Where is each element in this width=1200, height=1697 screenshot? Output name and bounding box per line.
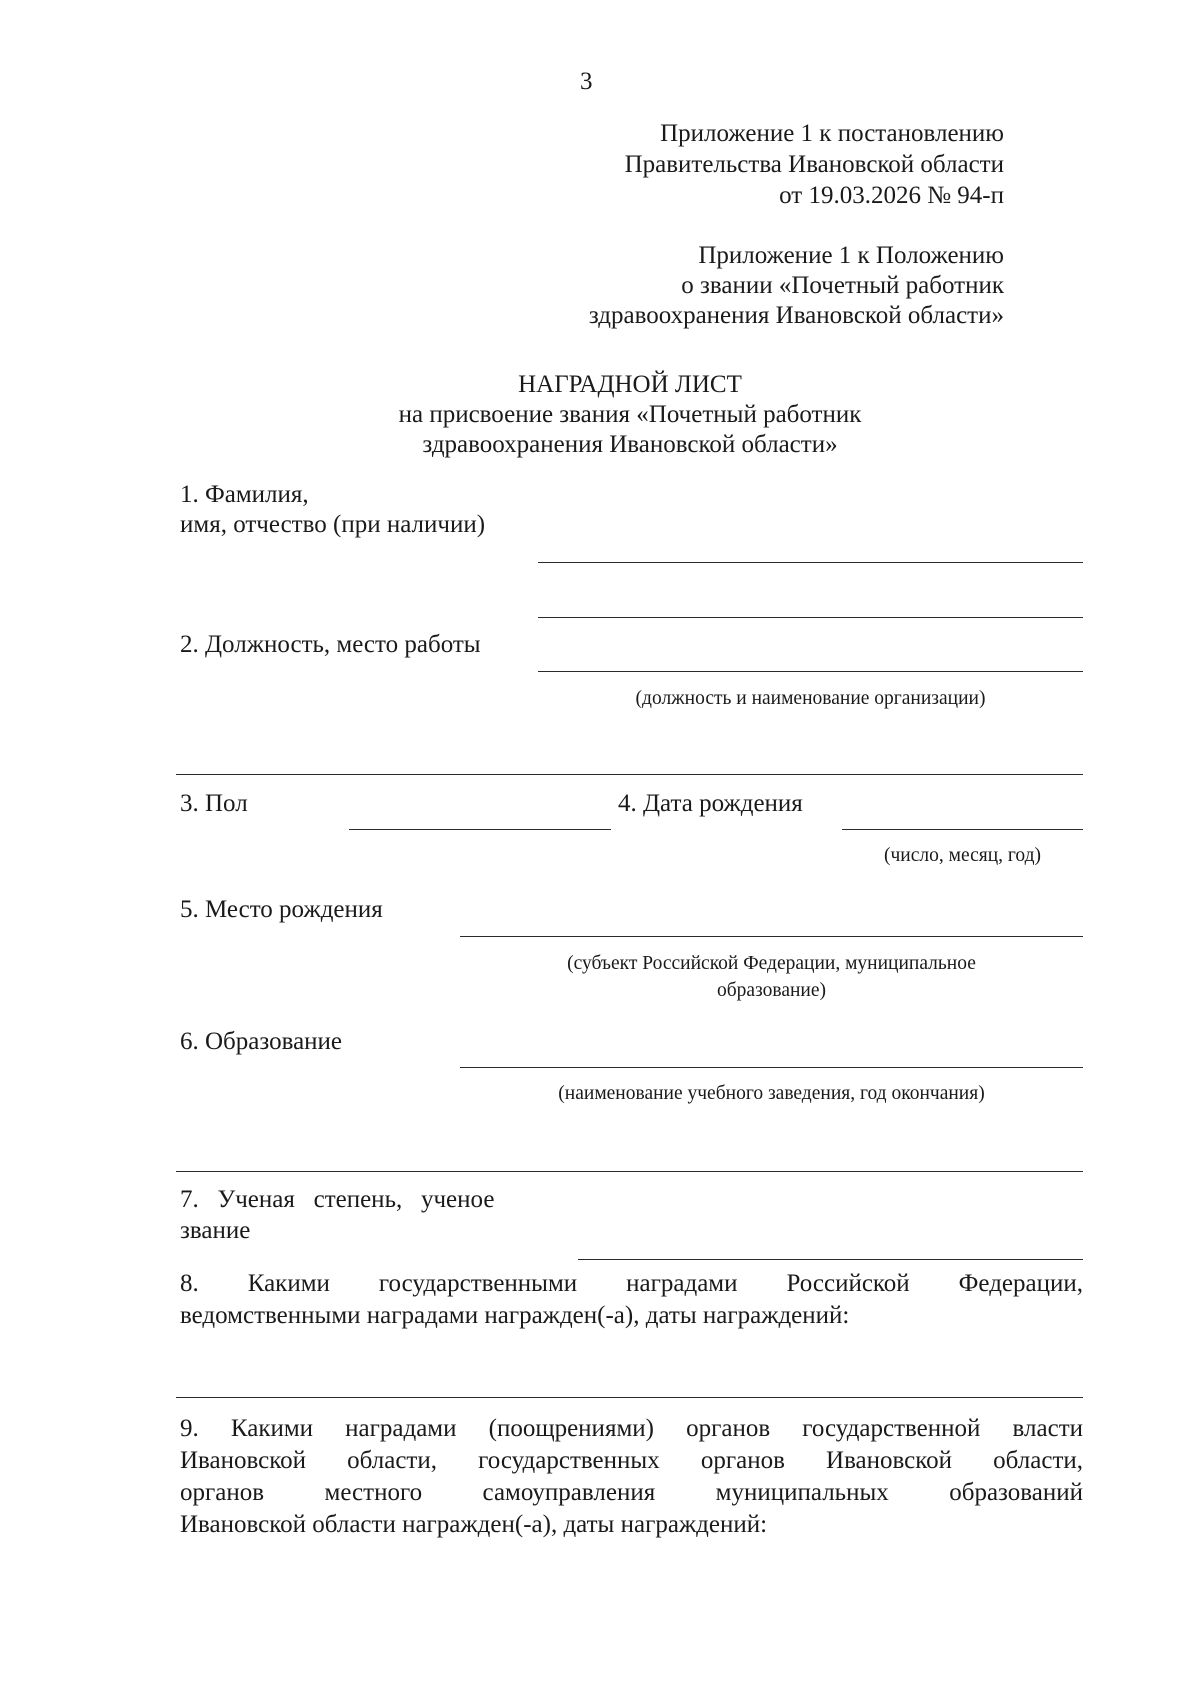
position-input-line[interactable] xyxy=(538,671,1083,672)
field4-label: 4. Дата рождения xyxy=(618,790,803,817)
field6-hint: (наименование учебного заведения, год окончания) xyxy=(558,1083,985,1104)
education-input-line[interactable] xyxy=(460,1067,1083,1068)
field7-label-line1: 7. Ученая степень, ученое xyxy=(180,1186,495,1213)
title-main: НАГРАДНОЙ ЛИСТ xyxy=(518,371,742,398)
field1-label-line2: имя, отчество (при наличии) xyxy=(180,511,486,538)
header2-line1: Приложение 1 к Положению xyxy=(698,242,1004,269)
field5-hint-line1: (субъект Российской Федерации, муниципальное xyxy=(567,953,976,974)
field9-text-line4: Ивановской области награжден(-а), даты награждений: xyxy=(180,1511,768,1538)
header1-line1: Приложение 1 к постановлению xyxy=(660,120,1004,147)
full-name-input-line1[interactable] xyxy=(538,562,1083,563)
field4-hint: (число, месяц, год) xyxy=(883,845,1042,866)
state-awards-input-line[interactable] xyxy=(176,1397,1083,1398)
sex-input-line[interactable] xyxy=(349,829,611,830)
full-name-input-line2[interactable] xyxy=(538,617,1083,618)
field1-label-line1: 1. Фамилия, xyxy=(180,481,309,508)
title-sub2: здравоохранения Ивановской области» xyxy=(422,431,838,458)
title-sub1: на присвоение звания «Почетный работник xyxy=(398,401,862,428)
page-number: 3 xyxy=(580,68,593,95)
academic-degree-input-line[interactable] xyxy=(578,1259,1083,1260)
field5-label: 5. Место рождения xyxy=(180,896,383,923)
header1-line3: от 19.03.2026 № 94-п xyxy=(779,182,1004,209)
field2-hint: (должность и наименование организации) xyxy=(635,688,986,709)
header1-line2: Правительства Ивановской области xyxy=(624,151,1004,178)
field6-label: 6. Образование xyxy=(180,1028,343,1055)
birth-place-input-line[interactable] xyxy=(460,936,1083,937)
field9-text-line3: органов местного самоуправления муниципальных образований xyxy=(180,1479,1083,1506)
field9-text-line1: 9. Какими наградами (поощрениями) органов государственной власти xyxy=(180,1415,1083,1442)
education-input-line2[interactable] xyxy=(176,1171,1083,1172)
field8-text-line1: 8. Какими государственными наградами Российской Федерации, xyxy=(180,1270,1083,1297)
header2-line3: здравоохранения Ивановской области» xyxy=(588,302,1004,329)
position-input-line2[interactable] xyxy=(176,774,1083,775)
field8-text-line2: ведомственными наградами награжден(-а), даты награждений: xyxy=(180,1302,850,1329)
birth-date-input-line[interactable] xyxy=(842,829,1083,830)
field9-text-line2: Ивановской области, государственных органов Ивановской области, xyxy=(180,1447,1083,1474)
field7-label-line2: звание xyxy=(180,1217,251,1244)
field5-hint-line2: образование) xyxy=(716,980,827,1001)
field3-label: 3. Пол xyxy=(180,790,248,817)
header2-line2: о звании «Почетный работник xyxy=(681,272,1004,299)
field2-label: 2. Должность, место работы xyxy=(180,631,481,658)
